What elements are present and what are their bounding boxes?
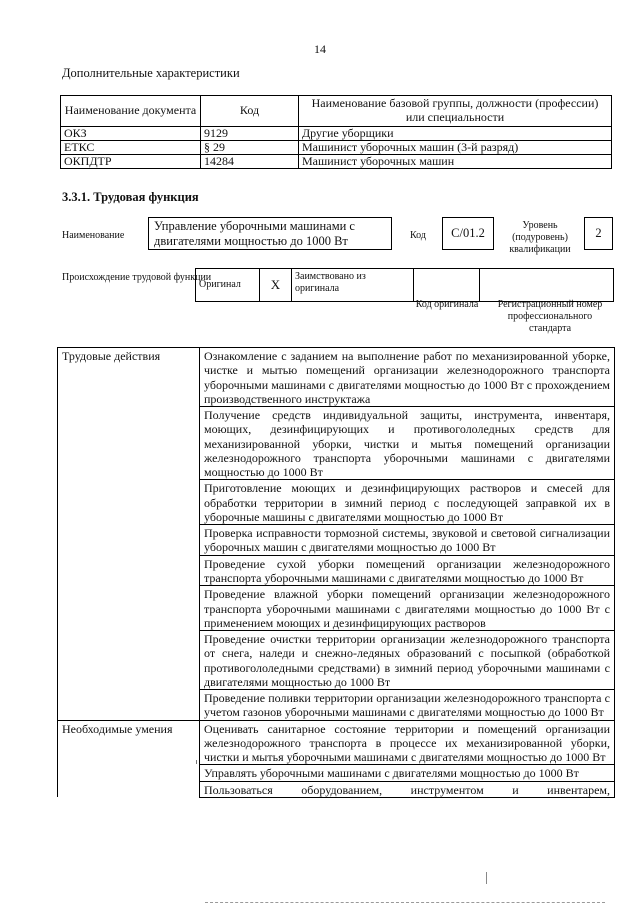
table-row <box>58 690 615 721</box>
category-cell <box>58 480 200 525</box>
header-document: Наименование документа <box>61 96 201 127</box>
labor-action-item: Получение средств индивидуальной защиты, инструмента, инвентаря, моющих, дезинфицирующих и противогололедных средств для механизированной уборки, чистки и мытья помещений организации железнодорожного транспорта уборочными машинами с двигателями мощностью до 1000 Вт <box>200 407 615 480</box>
table-row <box>58 765 615 781</box>
original-mark: X <box>260 269 292 302</box>
doc-cell: ЕТКС <box>61 140 201 154</box>
origin-row <box>196 269 614 302</box>
category-cell <box>58 781 200 797</box>
registration-number-cell <box>480 269 614 302</box>
code-cell: § 29 <box>201 140 299 154</box>
level-label: Уровень (подуровень) квалификации <box>509 220 571 255</box>
category-skills: Необходимые умения <box>58 720 200 765</box>
function-code-value: С/01.2 <box>442 217 494 250</box>
skill-item: Оценивать санитарное состояние территории и помещений организации железнодорожного транспорта в процессе их механизированной уборки, чистки и мытья уборочными машинами с двигателями мощностью до 1000 Вт <box>200 720 615 765</box>
category-cell <box>58 586 200 631</box>
category-cell <box>58 765 200 781</box>
labor-action-item: Проведение очистки территории организации железнодорожного транспорта от снега, наледи и снежно-ледяных образований с посыпкой (обработкой противогололедными средствами) в зимний период уборочными машинами с двигателями мощностью до 1000 Вт <box>200 631 615 690</box>
category-cell <box>58 555 200 586</box>
header-code: Код <box>201 96 299 127</box>
table-row <box>58 631 615 690</box>
category-cell <box>58 407 200 480</box>
page-number: 14 <box>314 42 326 56</box>
table-row <box>58 586 615 631</box>
function-name-value: Управление уборочными машинами с двигателями мощностью до 1000 Вт <box>148 217 392 250</box>
section-title: 3.3.1. Трудовая функция <box>62 190 199 204</box>
code-cell: 9129 <box>201 126 299 140</box>
borrowed-label: Заимствовано из оригинала <box>292 269 414 302</box>
extra-characteristics-title: Дополнительные характеристики <box>62 66 240 80</box>
table-row <box>58 525 615 556</box>
skill-item: Управлять уборочными машинами с двигателями мощностью до 1000 Вт <box>200 765 615 781</box>
scan-edge-line <box>205 902 605 904</box>
category-labor-actions: Трудовые действия <box>58 348 200 407</box>
category-cell <box>58 525 200 556</box>
original-label: Оригинал <box>196 269 260 302</box>
code-label: Код <box>410 230 426 241</box>
table-row <box>61 126 612 140</box>
table-row <box>58 407 615 480</box>
table-header-row <box>61 96 612 127</box>
extra-characteristics-table <box>60 95 612 169</box>
labor-action-item: Проведение поливки территории организации железнодорожного транспорта с учетом газонов уборочными машинами с двигателями мощностью до 1000 Вт <box>200 690 615 721</box>
category-cell <box>58 690 200 721</box>
table-row <box>58 348 615 407</box>
labor-action-item: Ознакомление с заданием на выполнение работ по механизированной уборке, чистке и мытью помещений организации железнодорожного транспорта уборочными машинами с двигателями мощностью до 1000 Вт с прохождением производственного инструктажа <box>200 348 615 407</box>
labor-action-item: Проверка исправности тормозной системы, звуковой и световой сигнализации уборочных машин с двигателями мощностью до 1000 Вт <box>200 525 615 556</box>
original-code-caption: Код оригинала <box>415 299 479 310</box>
labor-action-item: Приготовление моющих и дезинфицирующих растворов и смесей для обработки территории в зимний период с последующей заправкой их в уборочные машины с двигателями мощностью до 1000 Вт <box>200 480 615 525</box>
group-cell: Другие уборщики <box>299 126 612 140</box>
header-group: Наименование базовой группы, должности (профессии) или специальности <box>299 96 612 127</box>
labor-action-item: Проведение влажной уборки помещений организации железнодорожного транспорта уборочными машинами с двигателями мощностью до 1000 Вт с применением моющих и дезинфицирующих растворов <box>200 586 615 631</box>
table-row <box>58 555 615 586</box>
labor-action-item: Проведение сухой уборки помещений организации железнодорожного транспорта уборочными машинами с двигателями мощностью до 1000 Вт <box>200 555 615 586</box>
table-row <box>61 140 612 154</box>
group-cell: Машинист уборочных машин (3-й разряд) <box>299 140 612 154</box>
level-value: 2 <box>584 217 613 250</box>
labor-actions-table <box>57 347 615 798</box>
category-cell <box>58 631 200 690</box>
origin-label: Происхождение трудовой функции <box>62 272 212 283</box>
table-row <box>58 781 615 797</box>
skill-item: Пользоваться оборудованием, инструментом и инвентарем, <box>200 781 615 797</box>
table-row <box>61 154 612 168</box>
group-cell: Машинист уборочных машин <box>299 154 612 168</box>
original-code-cell <box>414 269 480 302</box>
code-cell: 14284 <box>201 154 299 168</box>
registration-number-caption: Регистрационный номер профессионального стандарта <box>497 299 603 334</box>
table-row <box>58 720 615 765</box>
doc-cell: ОКЗ <box>61 126 201 140</box>
name-label: Наименование <box>62 230 125 241</box>
origin-table <box>195 268 614 302</box>
table-row <box>58 480 615 525</box>
scan-mark <box>196 760 197 764</box>
doc-cell: ОКПДТР <box>61 154 201 168</box>
scan-mark <box>486 872 487 884</box>
